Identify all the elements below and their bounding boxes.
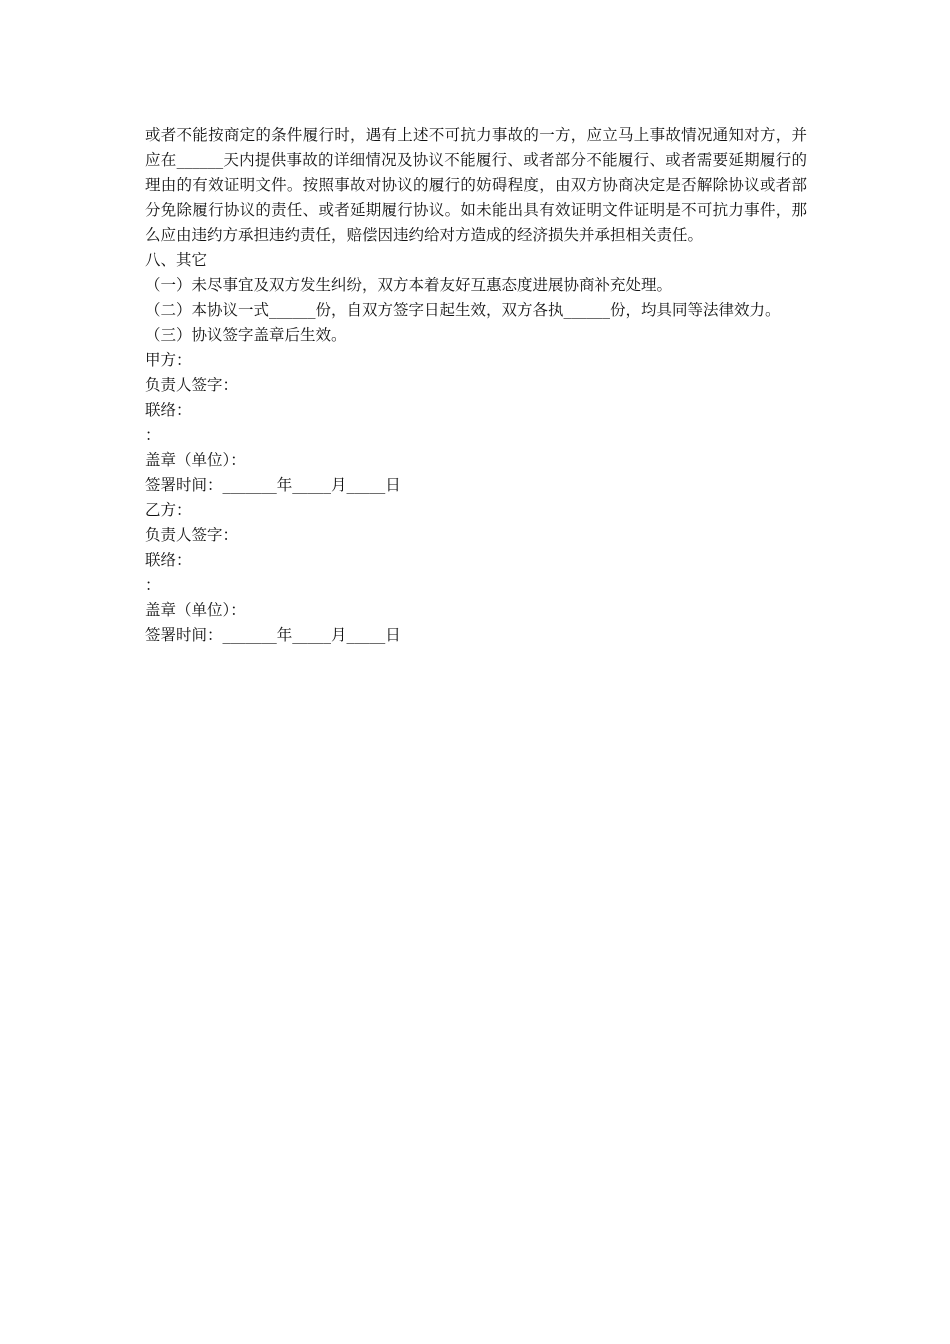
clause-2: （二）本协议一式______份，自双方签字日起生效，双方各执______份，均具同等法律效力。: [145, 301, 781, 319]
party-b-seal: 盖章（单位）：: [145, 601, 246, 619]
party-b-signature: 负责人签字：: [145, 526, 239, 544]
clause-3: （三）协议签字盖章后生效。: [145, 326, 347, 344]
party-a-contact: 联络：: [145, 401, 192, 419]
party-a-signature: 负责人签字：: [145, 376, 239, 394]
party-a-label: 甲方：: [145, 351, 192, 369]
party-b-label: 乙方：: [145, 501, 192, 519]
party-b-blank-field: ：: [145, 576, 161, 594]
party-a-date: 签署时间：_______年_____月_____日: [145, 476, 401, 494]
document-body: [145, 123, 807, 648]
section-heading: 八、其它: [145, 251, 208, 269]
party-a-seal: 盖章（单位）：: [145, 451, 246, 469]
party-a-signature-block: [145, 348, 807, 498]
party-a-blank-field: ：: [145, 426, 161, 444]
party-b-contact: 联络：: [145, 551, 192, 569]
clause-1: （一）未尽事宜及双方发生纠纷，双方本着友好互惠态度进展协商补充处理。: [145, 276, 673, 294]
party-b-date: 签署时间：_______年_____月_____日: [145, 626, 401, 644]
force-majeure-paragraph: 或者不能按商定的条件履行时，遇有上述不可抗力事故的一方，应立马上事故情况通知对方，并应在______天内提供事故的详细情况及协议不能履行、或者部分不能履行、或者需要延期履行的理由的有效证明文件。按照事故对协议的履行的妨碍程度，由双方协商决定是否解除协议或者部分免除履行协议的责任、或者延期履行协议。如未能出具有效证明文件证明是不可抗力事件，那么应由违约方承担违约责任，赔偿因违约给对方造成的经济损失并承担相关责任。: [145, 126, 807, 244]
party-b-signature-block: [145, 498, 807, 648]
